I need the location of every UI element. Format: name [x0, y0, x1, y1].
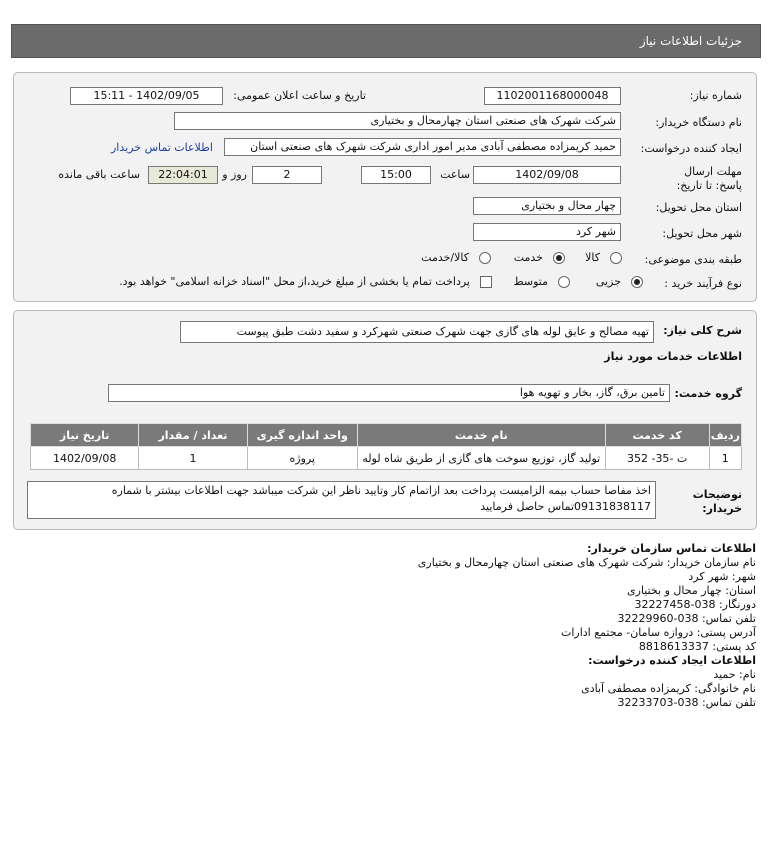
process-radio-medium[interactable] — [558, 276, 570, 288]
page-title: جزئیات اطلاعات نیاز — [639, 34, 742, 48]
province-field[interactable]: چهار محال و بختیاری — [473, 197, 621, 215]
creator-last-name: نام خانوادگی: کریمزاده مصطفی آبادی — [581, 682, 756, 695]
group-label: گروه خدمت: — [674, 387, 742, 400]
category-radio-goods[interactable] — [610, 252, 622, 264]
buyer-label: نام دستگاه خریدار: — [655, 116, 742, 129]
creator-phone: تلفن تماس: 038-32233703 — [617, 696, 756, 709]
notes-field: اخذ مفاصا حساب بیمه الزامیست پرداخت بعد ازاتمام کار وتایید ناظر این شرکت میباشد جهت اطلاعات بیشتر با شماره 09131838117تماس حاصل فرمایید — [27, 481, 656, 519]
cell-unit: پروژه — [247, 447, 357, 470]
buyer-field[interactable]: شرکت شهرک های صنعتی استان چهارمحال و بختیاری — [174, 112, 621, 130]
org-address: آدرس پستی: دروازه سامان- مجتمع ادارات — [560, 626, 756, 639]
city-label: شهر محل تحویل: — [662, 227, 742, 240]
need-number-label: شماره نیاز: — [689, 89, 742, 102]
cell-code: ت -35- 352 — [605, 447, 709, 470]
days-field[interactable]: 2 — [252, 166, 322, 184]
process-label: نوع فرآیند خرید : — [664, 277, 742, 290]
table-header-row — [31, 424, 742, 447]
buyer-contact-link[interactable]: اطلاعات تماس خریدار — [111, 141, 213, 154]
services-heading: اطلاعات خدمات مورد نیاز — [604, 350, 742, 363]
table-row — [31, 447, 742, 470]
page-title-bar — [11, 24, 761, 58]
org-name: نام سازمان خریدار: شرکت شهرک های صنعتی استان چهارمحال و بختیاری — [417, 556, 756, 569]
cell-quantity: 1 — [139, 447, 247, 470]
time-label: ساعت — [440, 168, 470, 181]
org-heading: اطلاعات تماس سازمان خریدار: — [587, 542, 756, 555]
category-option-goods: کالا — [585, 251, 600, 264]
org-fax: دورنگار: 038-32227458 — [634, 598, 756, 611]
deadline-time-field[interactable]: 15:00 — [361, 166, 431, 184]
org-phone: تلفن تماس: 038-32229960 — [617, 612, 756, 625]
col-unit: واحد اندازه گیری — [247, 424, 357, 447]
group-field[interactable]: تامین برق، گاز، بخار و تهویه هوا — [108, 384, 670, 402]
deadline-date-field[interactable]: 1402/09/08 — [473, 166, 621, 184]
process-option-medium: متوسط — [513, 275, 548, 288]
remaining-label: ساعت باقی مانده — [58, 168, 140, 181]
payment-text: پرداخت تمام یا بخشی از مبلغ خرید،از محل "اسناد خزانه اسلامی" خواهد بود. — [119, 275, 470, 288]
category-radio-service[interactable] — [553, 252, 565, 264]
org-city: شهر: شهر کرد — [688, 570, 756, 583]
col-name: نام خدمت — [357, 424, 605, 447]
cell-date: 1402/09/08 — [31, 447, 139, 470]
notes-label: توضیحات خریدار: — [692, 488, 742, 515]
announce-field[interactable]: 1402/09/05 - 15:11 — [70, 87, 223, 105]
cell-row: 1 — [709, 447, 741, 470]
cell-name: تولید گاز، توزیع سوخت های گازی از طریق شاه لوله — [357, 447, 605, 470]
deadline-label: مهلت ارسال پاسخ: تا تاریخ: — [676, 165, 742, 192]
category-option-service: خدمت — [513, 251, 543, 264]
col-date: تاریخ نیاز — [31, 424, 139, 447]
org-postal: کد پستی: 8818613337 — [638, 640, 756, 653]
creator-first-name: نام: حمید — [713, 668, 756, 681]
desc-field[interactable]: تهیه مصالح و عایق لوله های گازی جهت شهرک صنعتی شهرکرد و سفید دشت طبق پیوست — [180, 321, 654, 343]
col-quantity: تعداد / مقدار — [139, 424, 247, 447]
creator-heading: اطلاعات ایجاد کننده درخواست: — [588, 654, 756, 667]
creator-field[interactable]: حمید کریمزاده مصطفی آبادی مدیر امور اداری شرکت شهرک های صنعتی استان — [224, 138, 621, 156]
city-field[interactable]: شهر کرد — [473, 223, 621, 241]
contact-info — [0, 538, 770, 788]
process-radio-minor[interactable] — [631, 276, 643, 288]
category-radio-goods-service[interactable] — [479, 252, 491, 264]
desc-label: شرح کلی نیاز: — [663, 324, 742, 337]
category-option-goods-service: کالا/خدمت — [421, 251, 469, 264]
org-province: استان: چهار محال و بختیاری — [627, 584, 756, 597]
process-option-minor: جزیی — [595, 275, 621, 288]
col-code: کد خدمت — [605, 424, 709, 447]
treasury-payment-checkbox[interactable] — [480, 276, 492, 288]
province-label: استان محل تحویل: — [655, 201, 742, 214]
services-table — [30, 423, 742, 470]
days-label: روز و — [222, 168, 247, 181]
announce-label: تاریخ و ساعت اعلان عمومی: — [233, 89, 366, 102]
need-details-panel — [13, 310, 757, 530]
category-label: طبقه بندی موضوعی: — [644, 253, 742, 266]
need-number-field[interactable]: 1102001168000048 — [484, 87, 621, 105]
creator-label: ایجاد کننده درخواست: — [640, 142, 742, 155]
remaining-time-field: 22:04:01 — [148, 166, 218, 184]
col-row: ردیف — [709, 424, 741, 447]
need-info-panel — [13, 72, 757, 302]
